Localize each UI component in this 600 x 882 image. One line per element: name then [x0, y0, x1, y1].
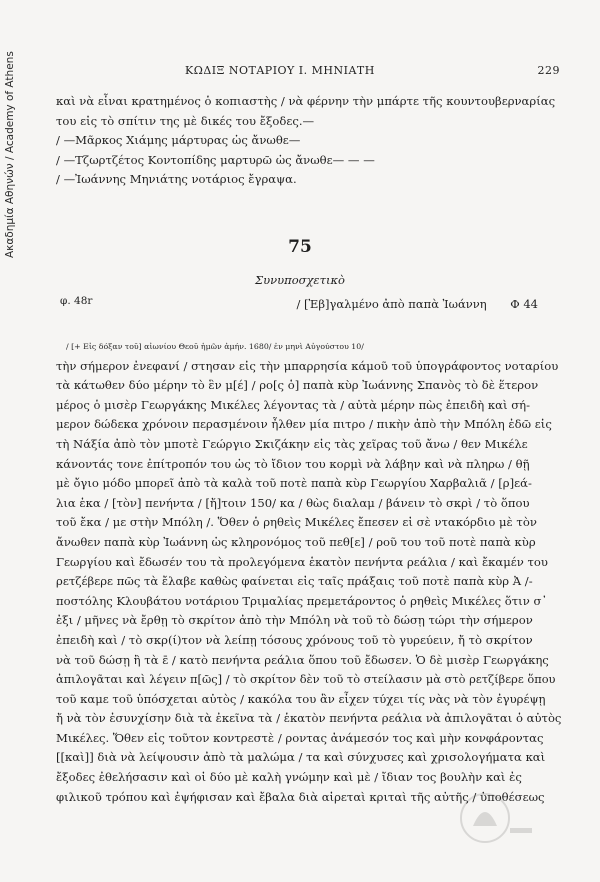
text-line: τὴν σήμερον ἐνεφανί / στησαν εἰς τὴν μπαρρησία κάμοῦ τοῦ ὑπογράφοντος νοταρίου	[56, 358, 559, 373]
side-watermark: Ακαδημία Αθηνών / Academy of Athens	[4, 51, 16, 259]
text-line: Γεωργίου καὶ ἔδωσέν του τὰ προλεγόμενα ἑκατὸν πενήντα ρεάλια / καὶ ἔκαμέν του	[56, 554, 548, 569]
text-line: τοῦ ἔκα / με στὴν Μπόλη /. Ὅθεν ὁ ρηθεὶς Μικέλες ἔπεσεν εἰ σὲ ντακόρδιο μὲ τὸν	[56, 515, 537, 530]
text-line: λια ἑκα / [τὸν] πενήντα / [ἤ]τοιν 150/ κα / θὼς διαλαμ / βάνειν τὸ σκρὶ / τὸ ὅπου	[56, 495, 530, 510]
text-line: ἤ νὰ τὸν ἐσυνχίσην διὰ τὰ ἐκεῖνα τὰ / ἑκατὸν πενήντα ρεάλια νὰ ἀπιλογᾶται ὁ αὐτὸς	[56, 711, 562, 726]
text-line: ἐξι / μῆνες νὰ ἔρθῃ τὸ σκρίτον ἀπὸ τὴν Μπόλη νὰ τοῦ τὸ δώσῃ τώρι τὴν σήμερον	[56, 613, 533, 628]
header-title: ΚΩΔΙΞ ΝΟΤΑΡΙΟΥ Ι. ΜΗΝΙΑΤΗ	[185, 64, 375, 77]
text-line: νὰ τοῦ δώσῃ ἢ τὰ ε̄ / κατὸ πενήντα ρεάλια ὅπου τοῦ ἔδωσεν. Ὁ δὲ μισὲρ Γεωργάκης	[56, 652, 549, 667]
text-line: καὶ νὰ εἶναι κρατημένος ὁ κοπιαστὴς / νὰ φέρνην τὴν μπάρτε τῆς κουντουβερναρίας	[56, 94, 556, 108]
text-line: τὰ κάτωθεν δύο μέρην τὸ ἓν μ[έ] / ρο[ς ὁ] παπὰ κὺρ Ἰωάννης Σπανὸς τὸ δὲ ἕτερον	[56, 378, 539, 393]
text-line: ἀπιλογᾶται καὶ λέγειν π[ῶς] / τὸ σκρίτον δὲν τοῦ τὸ στείλασιν μὰ στὸ ρετζίβερε ὅπου	[56, 672, 556, 687]
folio-marker: φ. 48r	[60, 295, 93, 307]
document-heading: Συνυποσχετικὸ	[255, 273, 345, 287]
text-line: ποστόλης Κλουβάτου νοτάριου Τριμαλίας πρεμετάροντος ὁ ρηθεὶς Μικέλες ὅτιν σ᾽	[56, 593, 548, 608]
text-line: [[καὶ]] διὰ νὰ λείψουσιν ἀπὸ τὰ μαλώμα / τα καὶ σύνχυσες καὶ χρισολογήματα καὶ	[56, 750, 546, 765]
text-line: φιλικοῦ τρόπου καὶ ἐψήφισαν καὶ ἔβαλα διὰ αἱρεταὶ κριταὶ τῆς αὐτῆς / ὑποθέσεως	[56, 789, 545, 804]
main-text	[56, 337, 560, 807]
text-line: / [+ Εἰς δόξαν τοῦ] αἰωνίου Θεοῦ ἡμῶν ἀμήν. 1680/ ἐν μηνὶ Αὐγούστου 10/	[66, 342, 364, 351]
continued-text	[56, 92, 560, 190]
text-line: / —Τζωρτζέτος Κοντοπίδης μαρτυρῶ ὡς ἄνωθε— — —	[56, 152, 375, 167]
text-line: ρετζέβερε πῶς τὰ ἔλαβε καθὼς φαίνεται εἰς ταῖς πράξαις τοῦ ποτὲ παπὰ κὺρ Ἀ /-	[56, 574, 533, 589]
page-number: 229	[537, 64, 560, 77]
text-line: μερον δώδεκα χρόνοιν περασμένοιν ἦλθεν μία πιτρο / πικὴν ἀπὸ τὴν Μπόλη ἐδῶ εἰς	[56, 417, 552, 432]
text-line: ἐπειδὴ καὶ / τὸ σκρ(ί)τον νὰ λείπῃ τόσους χρόνους τοῦ τὸ γυρεύειν, ἤ τὸ σκρίτον	[56, 632, 533, 647]
source-code: Φ 44	[510, 297, 538, 311]
text-line: / —Ἰωάννης Μηνιάτης νοτάριος ἔγραψα.	[56, 172, 297, 187]
library-stamp-icon	[455, 788, 535, 858]
text-line: ἄνωθεν παπὰ κὺρ Ἰωάννη ὡς κληρονόμος τοῦ πεθ[ε] / ροῦ του τοῦ ποτὲ παπὰ κὺρ	[56, 534, 536, 549]
text-line: ἔξοδες ἐθελήσασιν καὶ οἱ δύο μὲ καλὴ γνώμην καὶ μὲ / ἴδιαν τος βουλὴν καὶ ἐς	[56, 770, 522, 785]
source-note	[297, 297, 538, 311]
text-line: τὴ Νάξία ἀπὸ τὸν μποτὲ Γεώργιο Σκιζάκην εἰς τὰς χεῖρας τοῦ ἄνω / θεν Μικέλε	[56, 436, 528, 451]
text-line: κάνοντάς τονε ἐπίτροπόν του ὡς τὸ ἴδιον του κορμὶ νὰ λάβην καὶ νὰ πληρω / θῇ	[56, 456, 530, 471]
text-line: / —Μᾶρκος Χιάμης μάρτυρας ὡς ἄνωθε—	[56, 133, 301, 148]
text-line: τοῦ καμε τοῦ ὑπόσχεται αὐτὸς / κακόλα του ἂν εἶχεν τύχει τίς νὰς νὰ τὸν ἐγυρέψῃ	[56, 691, 546, 706]
text-line: μὲ ὄγιο μόδο μπορεῖ ἀπὸ τὰ καλὰ τοῦ ποτὲ παπὰ κὺρ Γεωργίου Χαρβαλιᾶ / [ρ]εά-	[56, 476, 532, 491]
text-line: μέρος ὁ μισὲρ Γεωργάκης Μικέλες λέγοντας τὰ / αὐτὰ μέρην πὼς ἐπειδὴ καὶ σή-	[56, 397, 530, 412]
source-text: / [Ἐβ]γαλμένο ἀπὸ παπὰ Ἰωάννη	[296, 297, 487, 311]
text-line: του εἰς τὸ σπίτιν της μὲ δικές του ἔξοδες.—	[56, 113, 315, 128]
section-number: 75	[288, 237, 312, 257]
text-line: Μικέλες. Ὅθεν εἰς τοῦτον κοντρεστὲ / ροντας ἀνάμεσόν τος καὶ μὴν κονφάροντας	[56, 730, 544, 745]
